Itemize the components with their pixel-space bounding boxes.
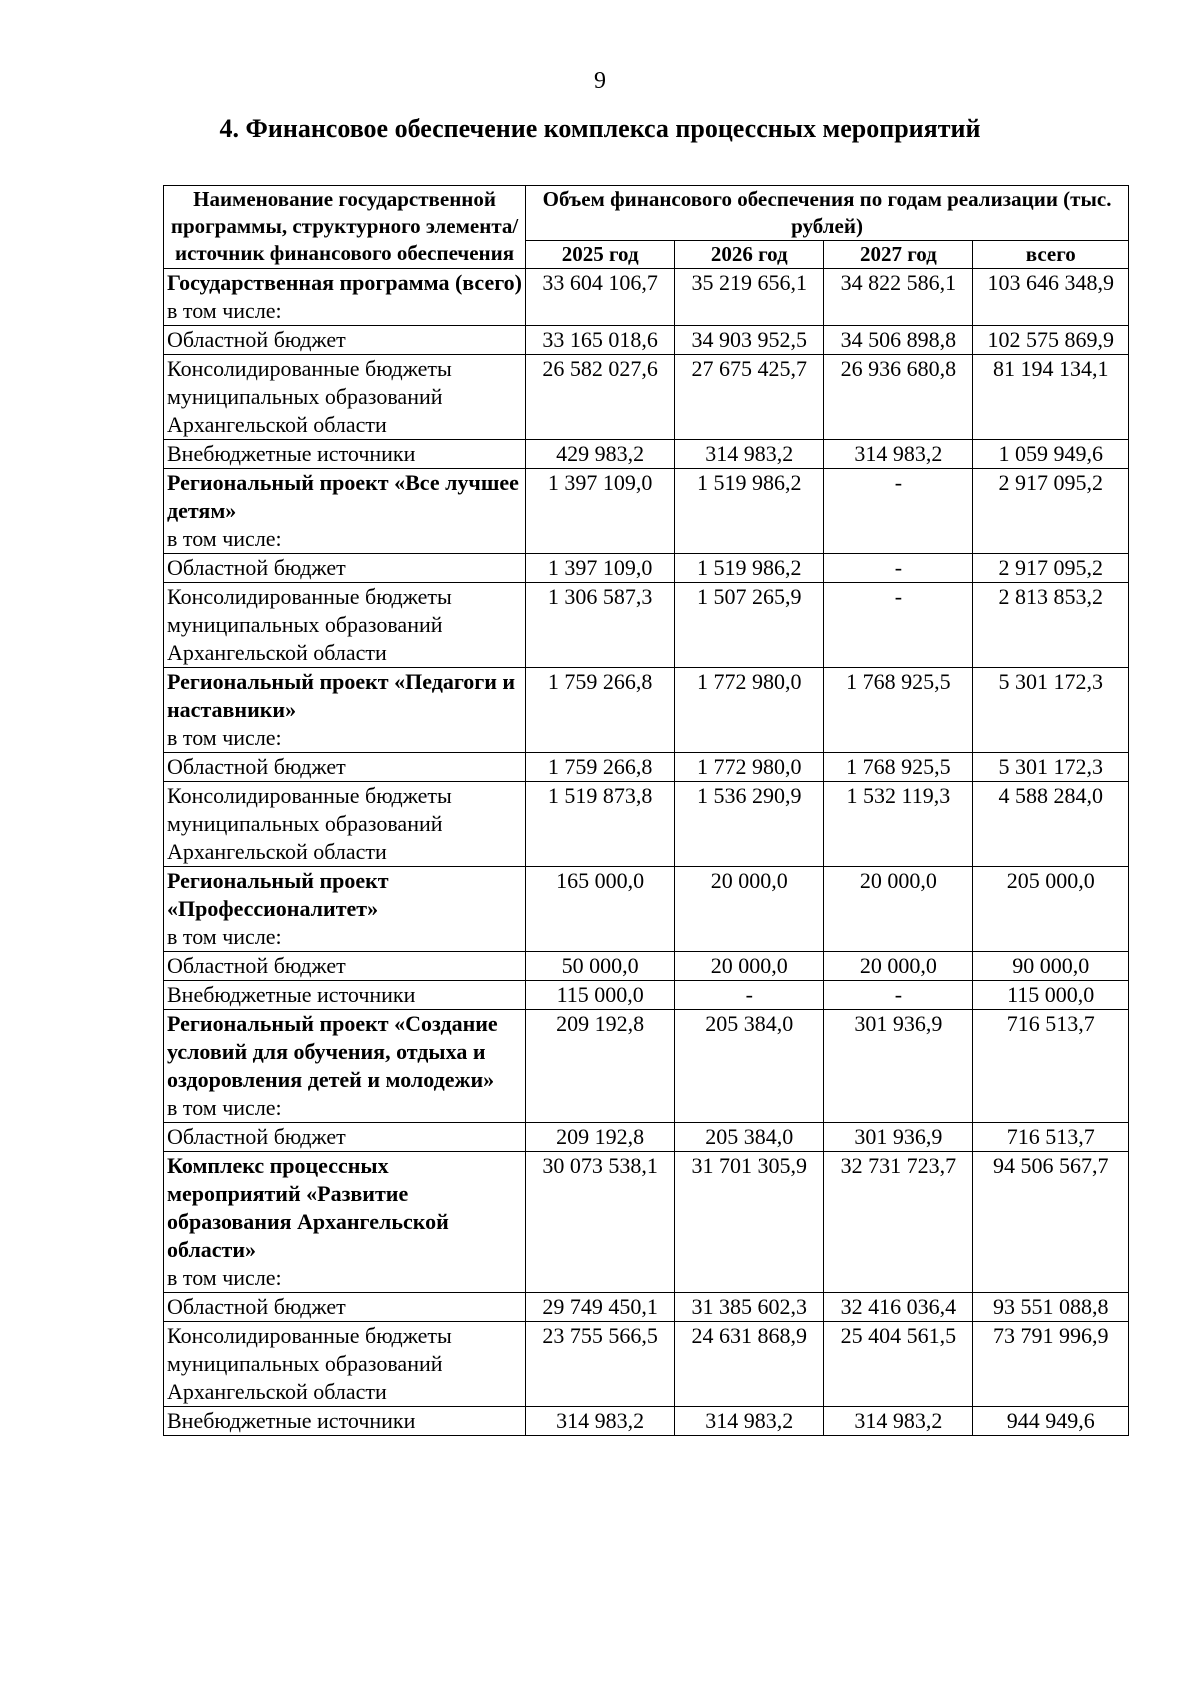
value-cell: 1 306 587,3 bbox=[526, 583, 675, 668]
row-name-cell bbox=[164, 952, 526, 981]
value-cell: 4 588 284,0 bbox=[973, 782, 1129, 867]
value-cell: 209 192,8 bbox=[526, 1123, 675, 1152]
value-cell: 1 759 266,8 bbox=[526, 753, 675, 782]
row-name-cell bbox=[164, 326, 526, 355]
value-cell: 50 000,0 bbox=[526, 952, 675, 981]
value-cell: 20 000,0 bbox=[675, 867, 824, 952]
value-cell: 90 000,0 bbox=[973, 952, 1129, 981]
value-cell: 25 404 561,5 bbox=[824, 1322, 973, 1407]
row-name: Внебюджетные источники bbox=[167, 441, 416, 466]
row-name-cell bbox=[164, 440, 526, 469]
table-row bbox=[164, 952, 1129, 981]
table-header bbox=[164, 186, 1129, 269]
value-cell: 5 301 172,3 bbox=[973, 668, 1129, 753]
value-cell: 34 822 586,1 bbox=[824, 269, 973, 326]
value-cell: 93 551 088,8 bbox=[973, 1293, 1129, 1322]
row-name: Комплекс процессных мероприятий «Развитие образования Архангельской области» bbox=[167, 1153, 449, 1262]
header-year-2025: 2025 год bbox=[526, 241, 675, 269]
table-row bbox=[164, 1010, 1129, 1123]
value-cell: 209 192,8 bbox=[526, 1010, 675, 1123]
value-cell: 35 219 656,1 bbox=[675, 269, 824, 326]
value-cell: 73 791 996,9 bbox=[973, 1322, 1129, 1407]
row-name: Консолидированные бюджеты муниципальных образований Архангельской области bbox=[167, 783, 452, 864]
value-cell: 1 768 925,5 bbox=[824, 753, 973, 782]
row-name-cell bbox=[164, 867, 526, 952]
table-row bbox=[164, 583, 1129, 668]
row-name-cell bbox=[164, 668, 526, 753]
value-cell: - bbox=[824, 981, 973, 1010]
value-cell: 20 000,0 bbox=[824, 952, 973, 981]
value-cell: 205 000,0 bbox=[973, 867, 1129, 952]
value-cell: 1 768 925,5 bbox=[824, 668, 973, 753]
table-row bbox=[164, 355, 1129, 440]
row-name-cell bbox=[164, 1123, 526, 1152]
row-name-cell bbox=[164, 782, 526, 867]
value-cell: 1 772 980,0 bbox=[675, 753, 824, 782]
value-cell: 115 000,0 bbox=[526, 981, 675, 1010]
row-name-cell bbox=[164, 269, 526, 326]
table-row bbox=[164, 1293, 1129, 1322]
value-cell: 314 983,2 bbox=[675, 440, 824, 469]
table-row bbox=[164, 440, 1129, 469]
row-name: Областной бюджет bbox=[167, 1294, 346, 1319]
value-cell: 1 759 266,8 bbox=[526, 668, 675, 753]
value-cell: 103 646 348,9 bbox=[973, 269, 1129, 326]
value-cell: 32 731 723,7 bbox=[824, 1152, 973, 1293]
value-cell: 314 983,2 bbox=[824, 1407, 973, 1436]
row-subnote: в том числе: bbox=[167, 298, 282, 323]
value-cell: 1 519 986,2 bbox=[675, 469, 824, 554]
row-name-cell bbox=[164, 469, 526, 554]
row-name-cell bbox=[164, 1010, 526, 1123]
value-cell: 30 073 538,1 bbox=[526, 1152, 675, 1293]
value-cell: 33 604 106,7 bbox=[526, 269, 675, 326]
row-name-cell bbox=[164, 981, 526, 1010]
value-cell: 32 416 036,4 bbox=[824, 1293, 973, 1322]
row-name: Областной бюджет bbox=[167, 1124, 346, 1149]
value-cell: 20 000,0 bbox=[824, 867, 973, 952]
value-cell: 1 507 265,9 bbox=[675, 583, 824, 668]
table-row bbox=[164, 867, 1129, 952]
value-cell: 1 536 290,9 bbox=[675, 782, 824, 867]
row-name: Региональный проект «Педагоги и наставники» bbox=[167, 669, 516, 722]
value-cell: 301 936,9 bbox=[824, 1123, 973, 1152]
page-title: 4. Финансовое обеспечение комплекса процессных мероприятий bbox=[219, 114, 981, 143]
value-cell: 1 532 119,3 bbox=[824, 782, 973, 867]
row-name: Внебюджетные источники bbox=[167, 982, 416, 1007]
value-cell: 1 519 873,8 bbox=[526, 782, 675, 867]
row-name-cell bbox=[164, 583, 526, 668]
page-number: 9 bbox=[594, 68, 606, 94]
row-name: Региональный проект «Создание условий для обучения, отдыха и оздоровления детей и молодежи» bbox=[167, 1011, 498, 1092]
financing-table bbox=[163, 185, 1129, 1436]
value-cell: 115 000,0 bbox=[973, 981, 1129, 1010]
row-subnote: в том числе: bbox=[167, 1265, 282, 1290]
row-name-cell bbox=[164, 1293, 526, 1322]
value-cell: 1 772 980,0 bbox=[675, 668, 824, 753]
value-cell: 716 513,7 bbox=[973, 1010, 1129, 1123]
value-cell: 31 701 305,9 bbox=[675, 1152, 824, 1293]
value-cell: - bbox=[824, 583, 973, 668]
value-cell: 205 384,0 bbox=[675, 1010, 824, 1123]
value-cell: 1 397 109,0 bbox=[526, 554, 675, 583]
table-row bbox=[164, 1152, 1129, 1293]
row-name: Внебюджетные источники bbox=[167, 1408, 416, 1433]
table-row bbox=[164, 1123, 1129, 1152]
row-subnote: в том числе: bbox=[167, 924, 282, 949]
table-row bbox=[164, 1322, 1129, 1407]
row-name: Консолидированные бюджеты муниципальных образований Архангельской области bbox=[167, 1323, 452, 1404]
row-name: Областной бюджет bbox=[167, 953, 346, 978]
row-name: Консолидированные бюджеты муниципальных образований Архангельской области bbox=[167, 584, 452, 665]
value-cell: 165 000,0 bbox=[526, 867, 675, 952]
header-name-column: Наименование государственной программы, структурного элемента/источник финансового обеспечения bbox=[164, 186, 526, 269]
table-row bbox=[164, 269, 1129, 326]
value-cell: 31 385 602,3 bbox=[675, 1293, 824, 1322]
row-name: Областной бюджет bbox=[167, 754, 346, 779]
row-name: Консолидированные бюджеты муниципальных образований Архангельской области bbox=[167, 356, 452, 437]
row-name: Государственная программа (всего) bbox=[167, 270, 522, 295]
value-cell: 2 917 095,2 bbox=[973, 469, 1129, 554]
row-name: Региональный проект «Все лучшее детям» bbox=[167, 470, 519, 523]
row-name: Областной бюджет bbox=[167, 555, 346, 580]
value-cell: - bbox=[675, 981, 824, 1010]
table-row bbox=[164, 753, 1129, 782]
header-total: всего bbox=[973, 241, 1129, 269]
row-subnote: в том числе: bbox=[167, 526, 282, 551]
table-row bbox=[164, 1407, 1129, 1436]
value-cell: 301 936,9 bbox=[824, 1010, 973, 1123]
value-cell: 34 903 952,5 bbox=[675, 326, 824, 355]
header-year-2026: 2026 год bbox=[675, 241, 824, 269]
row-name: Региональный проект «Профессионалитет» bbox=[167, 868, 389, 921]
row-name-cell bbox=[164, 1407, 526, 1436]
value-cell: 2 813 853,2 bbox=[973, 583, 1129, 668]
value-cell: 5 301 172,3 bbox=[973, 753, 1129, 782]
table-row bbox=[164, 469, 1129, 554]
value-cell: 102 575 869,9 bbox=[973, 326, 1129, 355]
value-cell: 944 949,6 bbox=[973, 1407, 1129, 1436]
value-cell: 94 506 567,7 bbox=[973, 1152, 1129, 1293]
value-cell: 26 582 027,6 bbox=[526, 355, 675, 440]
value-cell: 1 059 949,6 bbox=[973, 440, 1129, 469]
value-cell: - bbox=[824, 469, 973, 554]
header-year-2027: 2027 год bbox=[824, 241, 973, 269]
table-row bbox=[164, 326, 1129, 355]
table-row bbox=[164, 782, 1129, 867]
table-row bbox=[164, 981, 1129, 1010]
value-cell: - bbox=[824, 554, 973, 583]
row-name: Областной бюджет bbox=[167, 327, 346, 352]
value-cell: 33 165 018,6 bbox=[526, 326, 675, 355]
row-subnote: в том числе: bbox=[167, 1095, 282, 1120]
value-cell: 27 675 425,7 bbox=[675, 355, 824, 440]
row-name-cell bbox=[164, 753, 526, 782]
value-cell: 1 397 109,0 bbox=[526, 469, 675, 554]
value-cell: 26 936 680,8 bbox=[824, 355, 973, 440]
value-cell: 20 000,0 bbox=[675, 952, 824, 981]
value-cell: 24 631 868,9 bbox=[675, 1322, 824, 1407]
value-cell: 314 983,2 bbox=[675, 1407, 824, 1436]
value-cell: 314 983,2 bbox=[526, 1407, 675, 1436]
table-row bbox=[164, 668, 1129, 753]
row-name-cell bbox=[164, 355, 526, 440]
row-name-cell bbox=[164, 554, 526, 583]
value-cell: 429 983,2 bbox=[526, 440, 675, 469]
row-name-cell bbox=[164, 1152, 526, 1293]
value-cell: 23 755 566,5 bbox=[526, 1322, 675, 1407]
table-body bbox=[164, 269, 1129, 1436]
value-cell: 34 506 898,8 bbox=[824, 326, 973, 355]
value-cell: 81 194 134,1 bbox=[973, 355, 1129, 440]
value-cell: 205 384,0 bbox=[675, 1123, 824, 1152]
table-row bbox=[164, 554, 1129, 583]
row-subnote: в том числе: bbox=[167, 725, 282, 750]
value-cell: 716 513,7 bbox=[973, 1123, 1129, 1152]
header-funding-group: Объем финансового обеспечения по годам реализации (тыс. рублей) bbox=[526, 186, 1129, 241]
value-cell: 1 519 986,2 bbox=[675, 554, 824, 583]
value-cell: 29 749 450,1 bbox=[526, 1293, 675, 1322]
row-name-cell bbox=[164, 1322, 526, 1407]
value-cell: 2 917 095,2 bbox=[973, 554, 1129, 583]
value-cell: 314 983,2 bbox=[824, 440, 973, 469]
